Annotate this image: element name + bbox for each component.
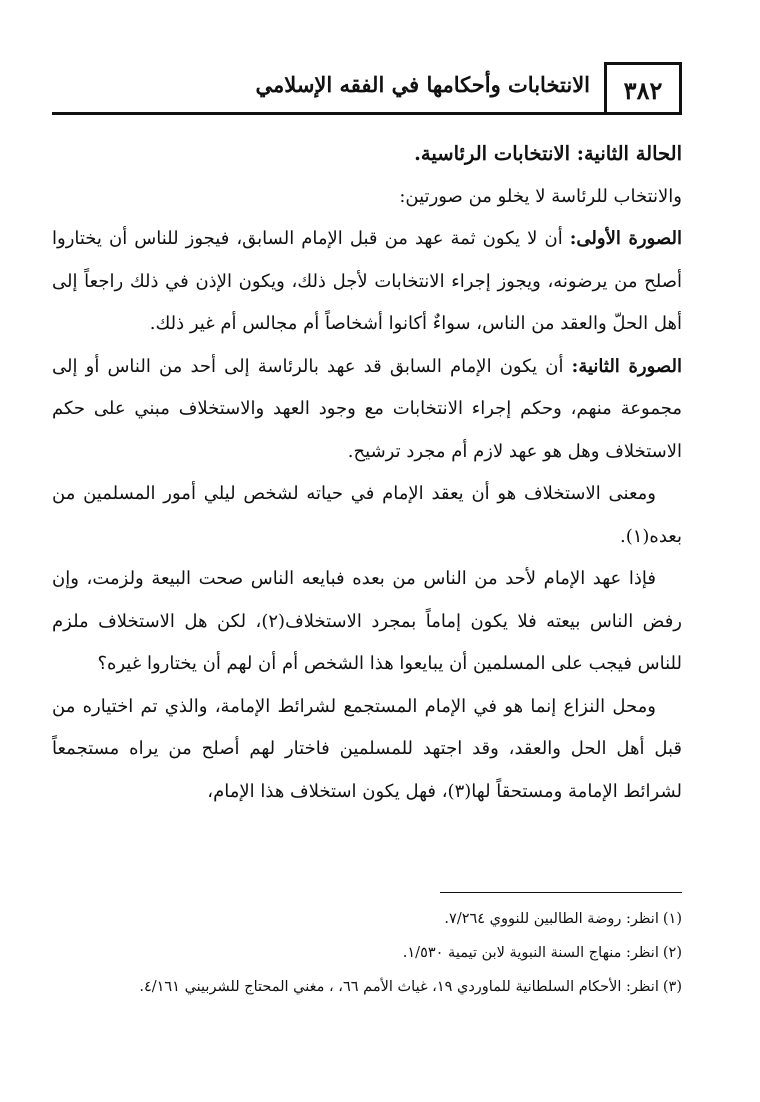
footnote-1 [52,902,682,936]
header-rule [52,112,682,115]
footnote-3 [52,970,682,1004]
main-text [52,133,682,813]
footnote-ref-1[interactable]: (١) [625,525,650,547]
paragraph-3-text: ومعنى الاستخلاف هو أن يعقد الإمام في حياته لشخص ليلي أمور المسلمين من بعده [52,483,682,547]
paragraph-4 [52,558,682,686]
footnote-ref-2[interactable]: (٢) [261,610,286,632]
footnote-1-text: انظر: روضة الطالبين للنووي ٧/٢٦٤. [444,911,659,927]
footnote-3-text: انظر: الأحكام السلطانية للماوردي ١٩، غياث الأمم ٦٦، ، مغني المحتاج للشربيني ٤/١٦١. [139,979,659,995]
form1-paragraph [52,218,682,346]
paragraph-4-text-b: ، لكن هل الاستخلاف ملزم للناس فيجب على المسلمين أن يبايعوا هذا الشخص أم أن لهم أن يختاروا غيره؟ [52,610,682,674]
form2-label: الصورة الثانية: [571,355,683,377]
paragraph-4-text-a: فإذا عهد الإمام لأحد من الناس من بعده فبايعه الناس صحت البيعة ولزمت، وإن رفض الناس بيعته فلا يكون إماماً بمجرد الاستخلاف [52,568,682,632]
form1-label: الصورة الأولى: [569,228,682,249]
footnote-ref-3[interactable]: (٣) [447,780,472,802]
footnote-separator [440,892,682,893]
section-heading: الحالة الثانية: الانتخابات الرئاسية. [414,142,682,165]
footnotes [52,902,682,1004]
paragraph-5-text-b: ، فهل يكون استخلاف هذا الإمام، [207,780,448,802]
footnote-3-number: (٣) [662,979,682,995]
paragraph-5 [52,686,682,814]
form2-text: أن يكون الإمام السابق قد عهد بالرئاسة إلى أحد من الناس أو إلى مجموعة منهم، وحكم إجراء الانتخابات مع وجود العهد والاستخلاف مبني على حكم الاستخلاف وهل هو عهد لازم أم مجرد ترشيح. [52,355,682,462]
footnote-2-number: (٢) [662,945,682,961]
running-title: الانتخابات وأحكامها في الفقه الإسلامي [255,72,590,97]
footnote-2-text: انظر: منهاج السنة النبوية لابن تيمية ١/٥٣٠. [402,945,659,961]
form1-text: أن لا يكون ثمة عهد من قبل الإمام السابق، فيجوز للناس أن يختاروا أصلح من يرضونه، ويجوز إجراء الانتخابات لأجل ذلك، ويكون الإذن في ذلك راجعاً إلى أهل الحلّ والعقد من الناس، سواءٌ أكانوا أشخاصاً أم مجالس أم غير ذلك. [52,228,682,334]
intro-paragraph: والانتخاب للرئاسة لا يخلو من صورتين: [399,185,682,207]
footnote-2 [52,936,682,970]
paragraph-3: ومعنى الاستخلاف هو أن يعقد الإمام في حياته لشخص ليلي أمور المسلمين من بعده(١). [52,483,682,547]
page-number: ٣٨٢ [604,62,682,115]
paragraph-5-text-a: ومحل النزاع إنما هو في الإمام المستجمع لشرائط الإمامة، والذي تم اختياره من قبل أهل الحل والعقد، وقد اجتهد للمسلمين فاختار لهم أصلح من يراه مستجمعاً لشرائط الإمامة ومستحقاً لها [52,695,682,802]
page-header [52,62,682,116]
footnote-1-number: (١) [662,911,682,927]
form2-paragraph [52,346,682,474]
